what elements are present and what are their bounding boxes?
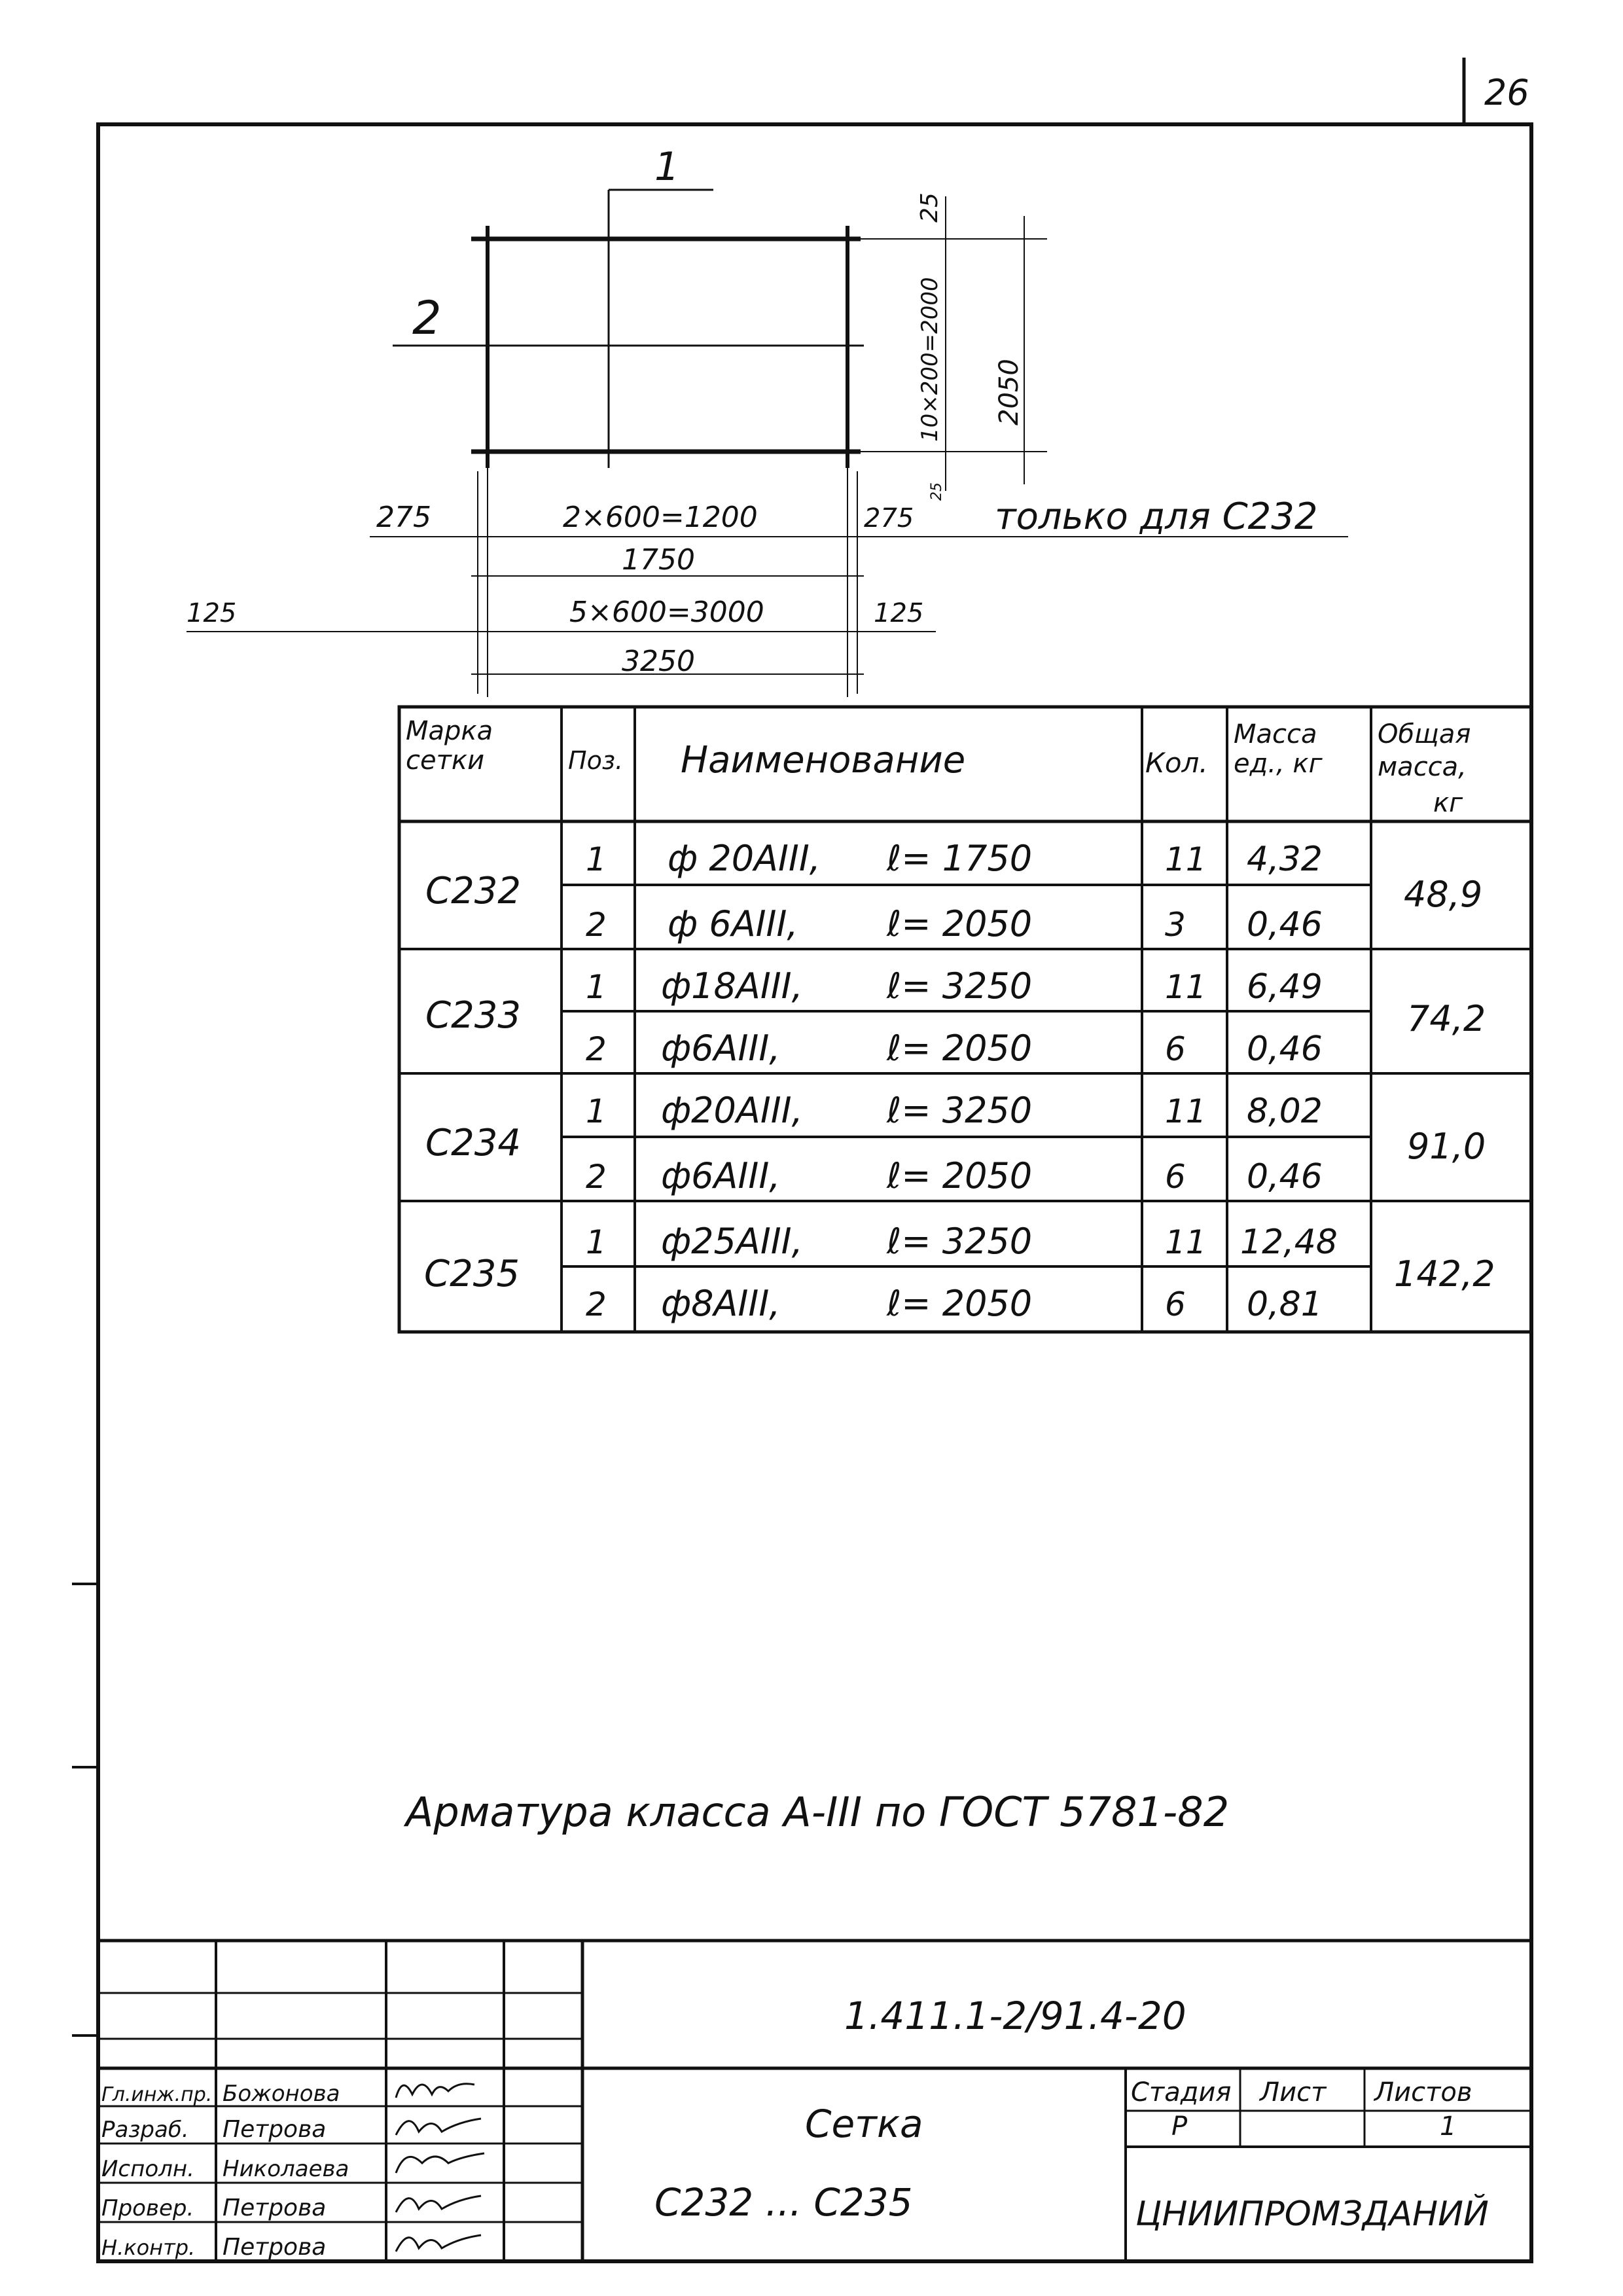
spec-table [399,707,1531,1332]
dim-row1-middle: 2×600=1200 [563,501,758,534]
row-bar: ф8АIII, [661,1283,781,1324]
stage-label: Стадия [1131,2077,1232,2108]
role-label: Исполн. [101,2156,194,2182]
row-qty: 11 [1165,1223,1207,1261]
row-pos: 2 [586,906,607,944]
row-pos: 2 [586,1158,607,1196]
row-bar: ф6АIII, [661,1028,781,1069]
section-label-1: 1 [654,144,680,190]
group-total: 74,2 [1407,998,1486,1039]
dim-bottom-25: 25 [929,482,945,501]
row-pos: 1 [586,1092,607,1130]
dim-row2-left: 125 [187,598,237,628]
group-mark: С234 [425,1122,521,1164]
role-name: Николаева [223,2156,349,2182]
role-label: Провер. [101,2195,194,2221]
stage-value: Р [1171,2111,1188,2142]
row-pos: 2 [586,1030,607,1068]
row-mass: 12,48 [1240,1223,1338,1262]
role-label: Н.контр. [101,2235,196,2260]
row-length: ℓ= 2050 [887,903,1033,944]
row-bar: ф6АIII, [661,1155,781,1196]
row-pos: 1 [586,840,607,878]
row-mass: 0,46 [1247,1157,1323,1196]
header-unit-mass-1: Масса [1234,719,1317,749]
row-length: ℓ= 2050 [887,1155,1033,1196]
page-number: 26 [1484,72,1529,113]
row-bar: ф 20АIII, [668,838,821,879]
section-label-2: 2 [412,291,442,345]
row-length: ℓ= 2050 [887,1028,1033,1069]
role-label: Разраб. [101,2117,189,2143]
row-bar: ф18АIII, [661,965,803,1007]
row-qty: 11 [1165,1092,1207,1130]
row-pos: 1 [586,968,607,1006]
row-mass: 4,32 [1247,840,1323,879]
row-mass: 0,46 [1247,905,1323,944]
organization: ЦНИИПРОМЗДАНИЙ [1135,2195,1489,2234]
header-total-mass-3: кг [1433,788,1463,818]
dim-row2-middle: 5×600=3000 [569,596,764,629]
row-mass: 0,46 [1247,1030,1323,1069]
dim-row2-right: 125 [874,598,924,628]
row-qty: 11 [1165,968,1207,1006]
title-block [98,1941,1531,2261]
header-unit-mass-2: ед., кг [1234,749,1323,779]
dim-top-25: 25 [916,192,943,223]
signature [396,2153,484,2173]
group-total: 48,9 [1404,874,1483,915]
header-qty: Кол. [1145,747,1208,779]
header-name: Наименование [681,739,966,781]
role-name: Петрова [223,2195,327,2221]
header-pos: Поз. [568,746,624,775]
row-qty: 6 [1165,1158,1186,1196]
dim-vertical-chain: 10×200=2000 [917,277,943,442]
dim-row1-total: 1750 [622,543,695,577]
row-bar: ф25АIII, [661,1221,803,1262]
dim-row2-total: 3250 [622,645,695,678]
header-mark-1: Марка [406,716,493,746]
signature [396,2084,474,2098]
signatures [396,2084,484,2251]
row-length: ℓ= 2050 [887,1283,1033,1324]
row-mass: 0,81 [1247,1285,1323,1324]
role-name: Петрова [223,2234,327,2261]
role-name: Петрова [223,2116,327,2143]
row-mass: 6,49 [1247,967,1323,1007]
row-mass: 8,02 [1247,1092,1323,1131]
group-mark: С232 [425,870,521,912]
row-length: ℓ= 3250 [887,965,1033,1007]
group-total: 91,0 [1407,1126,1486,1167]
title-line-2: С232 ... С235 [654,2180,913,2225]
row-qty: 11 [1165,840,1207,878]
signature [396,2235,481,2251]
signature [396,2196,481,2212]
dim-total-height: 2050 [994,359,1024,425]
dim-row1-note: только для С232 [995,495,1318,538]
header-total-mass-2: масса, [1378,752,1467,782]
title-line-1: Сетка [805,2102,923,2146]
header-total-mass-1: Общая [1378,719,1471,749]
sheets-label: Листов [1374,2077,1472,2108]
row-length: ℓ= 3250 [887,1221,1033,1262]
row-pos: 2 [586,1285,607,1323]
designation: 1.411.1-2/91.4-20 [844,1994,1186,2038]
sheets-value: 1 [1440,2111,1457,2142]
group-mark: С233 [425,994,521,1037]
sheet-label: Лист [1260,2077,1327,2108]
mesh-sketch [187,144,1348,697]
row-pos: 1 [586,1223,607,1261]
dim-row1-right: 275 [864,503,914,533]
signature [396,2119,481,2135]
row-length: ℓ= 3250 [887,1090,1033,1131]
row-length: ℓ= 1750 [887,838,1033,879]
row-bar: ф 6АIII, [668,903,798,944]
role-label: Гл.инж.пр. [101,2083,213,2106]
row-qty: 6 [1165,1285,1186,1323]
group-mark: С235 [424,1253,520,1295]
row-bar: ф20АIII, [661,1090,803,1131]
row-qty: 6 [1165,1030,1186,1068]
header-mark-2: сетки [406,745,485,776]
row-qty: 3 [1165,906,1186,944]
role-name: Божонова [223,2081,340,2107]
group-total: 142,2 [1394,1253,1495,1295]
dim-row1-left: 275 [376,501,431,534]
reinforcement-note: Арматура класса А-III по ГОСТ 5781-82 [406,1788,1230,1836]
